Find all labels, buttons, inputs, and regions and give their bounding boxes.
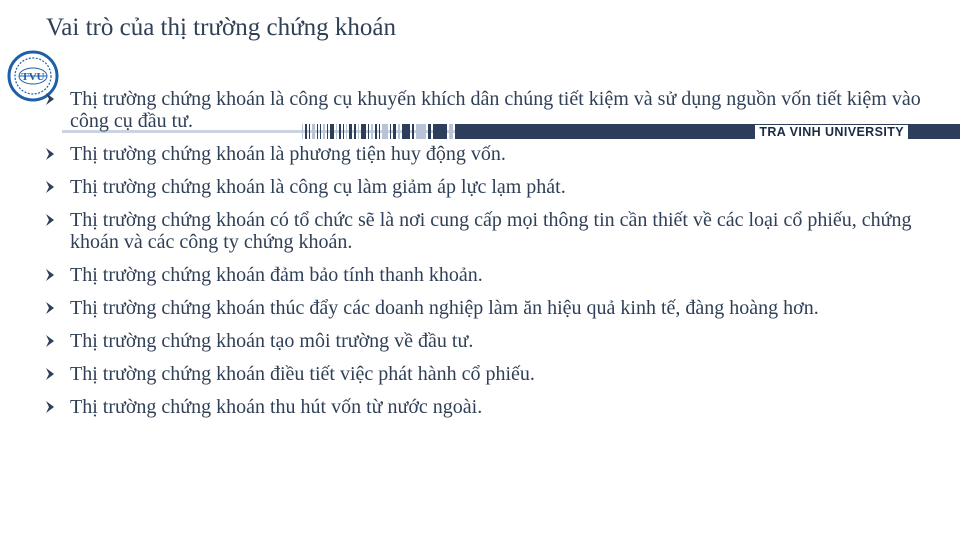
chevron-right-icon (44, 400, 56, 414)
list-item (44, 88, 924, 132)
bullet-text: Thị trường chứng khoán thu hút vốn từ nước ngoài. (70, 396, 483, 418)
bullet-text: Thị trường chứng khoán là công cụ khuyến khích dân chúng tiết kiệm và sử dụng nguồn vốn tiết kiệm vào công cụ đầu tư. (70, 88, 921, 132)
bullet-text: Thị trường chứng khoán là công cụ làm giảm áp lực lạm phát. (70, 176, 566, 198)
list-item (44, 363, 924, 385)
chevron-right-icon (44, 334, 56, 348)
list-item (44, 209, 924, 253)
chevron-right-icon (44, 180, 56, 194)
list-item (44, 264, 924, 286)
chevron-right-icon (44, 301, 56, 315)
bullet-text: Thị trường chứng khoán tạo môi trường về đầu tư. (70, 330, 474, 352)
list-item (44, 330, 924, 352)
slide-title: Vai trò của thị trường chứng khoán (46, 14, 396, 41)
bullet-text: Thị trường chứng khoán thúc đẩy các doanh nghiệp làm ăn hiệu quả kinh tế, đàng hoàng hơn. (70, 297, 819, 319)
list-item (44, 396, 924, 418)
chevron-right-icon (44, 92, 56, 106)
chevron-right-icon (44, 268, 56, 282)
bullet-text: Thị trường chứng khoán có tổ chức sẽ là nơi cung cấp mọi thông tin cần thiết về các loại cổ phiếu, chứng khoán và các công ty chứng khoán. (70, 209, 912, 253)
university-name: TRA VINH UNIVERSITY (755, 125, 908, 139)
bullet-list (44, 88, 924, 429)
chevron-right-icon (44, 367, 56, 381)
chevron-right-icon (44, 213, 56, 227)
bullet-text: Thị trường chứng khoán điều tiết việc phát hành cổ phiếu. (70, 363, 535, 385)
bullet-text: Thị trường chứng khoán đảm bảo tính thanh khoản. (70, 264, 483, 286)
list-item (44, 143, 924, 165)
logo-text: TVU (21, 71, 45, 83)
list-item (44, 176, 924, 198)
chevron-right-icon (44, 147, 56, 161)
bullet-text: Thị trường chứng khoán là phương tiện huy động vốn. (70, 143, 506, 165)
list-item (44, 297, 924, 319)
